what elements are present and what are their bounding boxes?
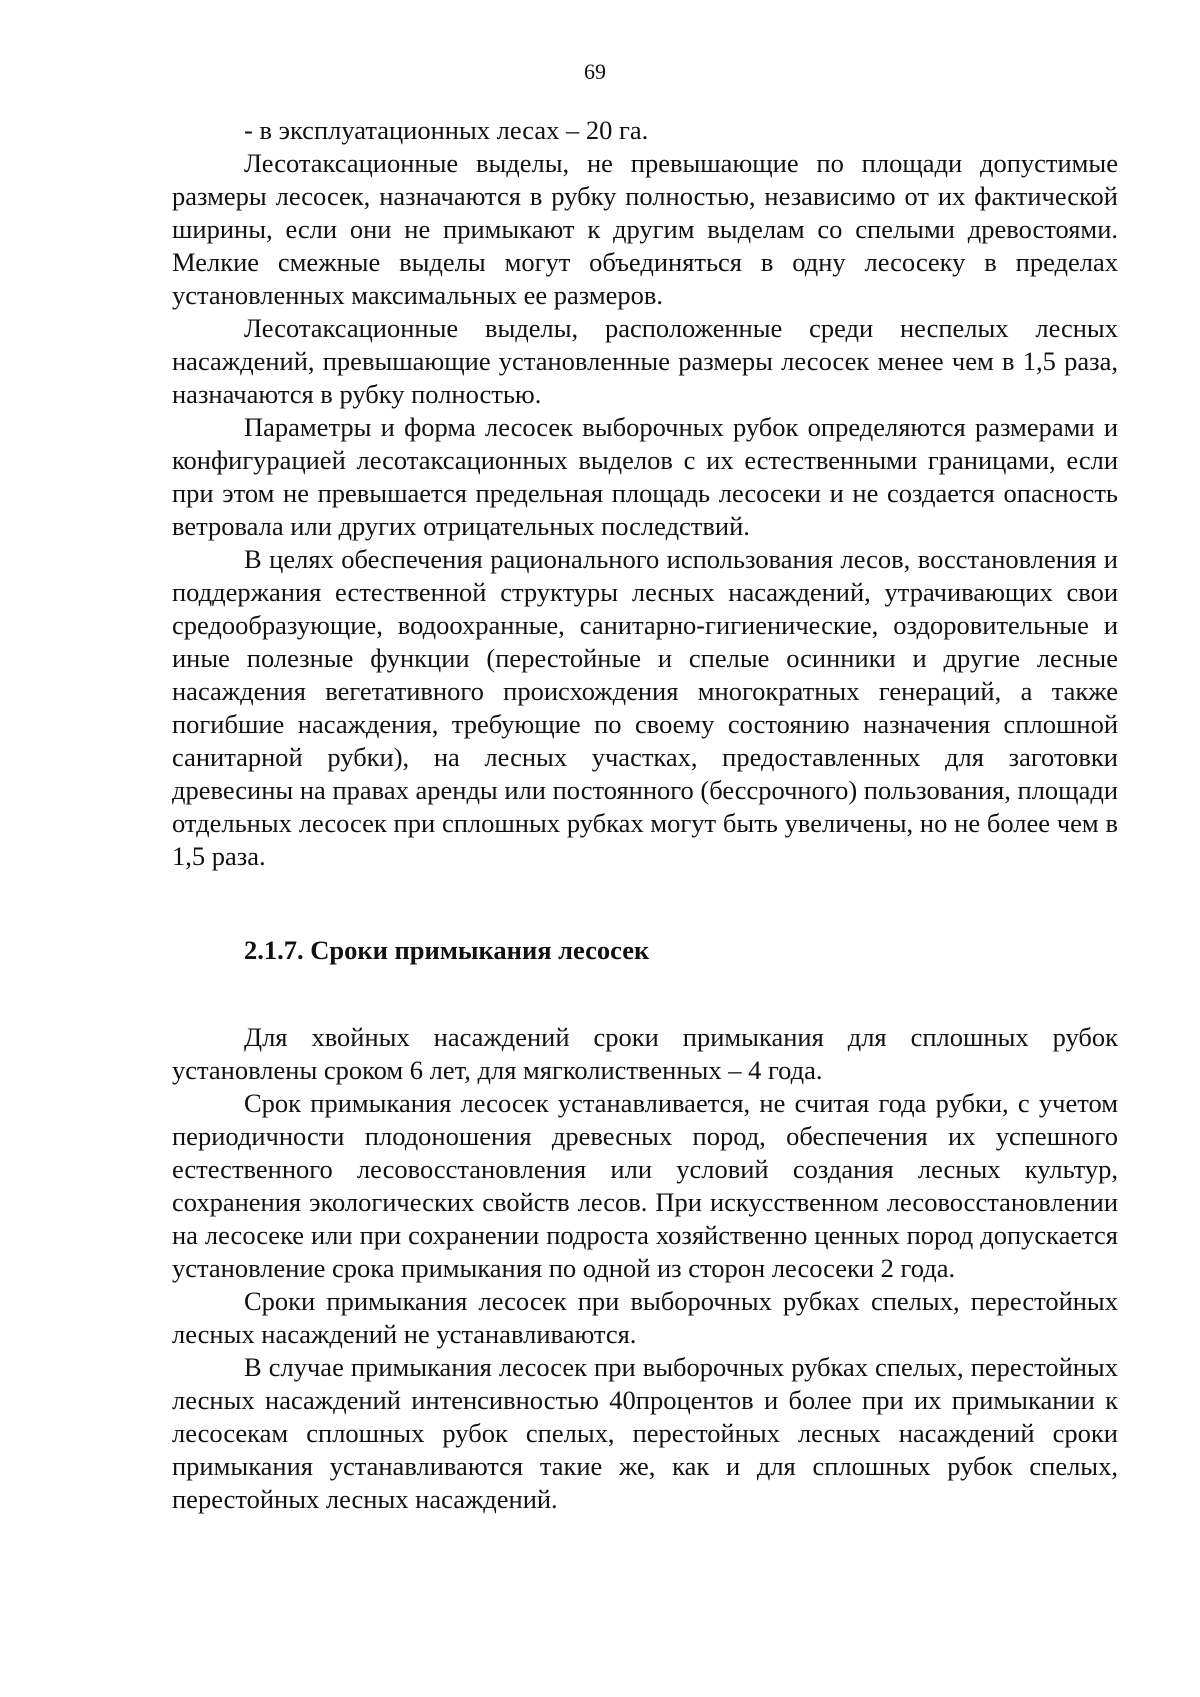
- page-number: 69: [584, 59, 606, 84]
- paragraph: Параметры и форма лесосек выборочных рубок определяются размерами и конфигурацией лесотаксационных выделов с их естественными границами, если при этом не превышается предельная площадь лесосеки и не создается опасность ветровала или других отрицательных последствий.: [172, 412, 1118, 541]
- paragraph: - в эксплуатационных лесах – 20 га.: [244, 115, 649, 145]
- paragraph: Сроки примыкания лесосек при выборочных рубках спелых, перестойных лесных насаждений не устанавливаются.: [172, 1286, 1118, 1349]
- paragraph: В целях обеспечения рационального использования лесов, восстановления и поддержания естественной структуры лесных насаждений, утрачивающих свои средообразующие, водоохранные, санитарно-гигиенические, оздоровительные и иные полезные функции (перестойные и спелые осинники и другие лесные насаждения вегетативного происхождения многократных генераций, а также погибшие насаждения, требующие по своему состоянию назначения сплошной санитарной рубки), на лесных участках, предоставленных для заготовки древесины на правах аренды или постоянного (бессрочного) пользования, площади отдельных лесосек при сплошных рубках могут быть увеличены, но не более чем в 1,5 раза.: [172, 544, 1118, 871]
- section-heading: 2.1.7. Сроки примыкания лесосек: [244, 935, 650, 965]
- paragraph: В случае примыкания лесосек при выборочных рубках спелых, перестойных лесных насаждений интенсивностью 40процентов и более при их примыкании к лесосекам сплошных рубок спелых, перестойных лесных насаждений сроки примыкания устанавливаются такие же, как и для сплошных рубок спелых, перестойных лесных насаждений.: [172, 1352, 1118, 1514]
- paragraph: Для хвойных насаждений сроки примыкания для сплошных рубок установлены сроком 6 лет, для мягколиственных – 4 года.: [172, 1022, 1118, 1085]
- paragraph: Лесотаксационные выделы, не превышающие по площади допустимые размеры лесосек, назначаются в рубку полностью, независимо от их фактической ширины, если они не примыкают к другим выделам со спелыми древостоями. Мелкие смежные выделы могут объединяться в одну лесосеку в пределах установленных максимальных ее размеров.: [172, 148, 1118, 310]
- document-body: [172, 114, 1118, 1516]
- paragraph: Лесотаксационные выделы, расположенные среди неспелых лесных насаждений, превышающие установленные размеры лесосек менее чем в 1,5 раза, назначаются в рубку полностью.: [172, 313, 1118, 409]
- paragraph: Срок примыкания лесосек устанавливается, не считая года рубки, с учетом периодичности плодоношения древесных пород, обеспечения их успешного естественного лесовосстановления или условий создания лесных культур, сохранения экологических свойств лесов. При искусственном лесовосстановлении на лесосеке или при сохранении подроста хозяйственно ценных пород допускается установление срока примыкания по одной из сторон лесосеки 2 года.: [172, 1088, 1118, 1283]
